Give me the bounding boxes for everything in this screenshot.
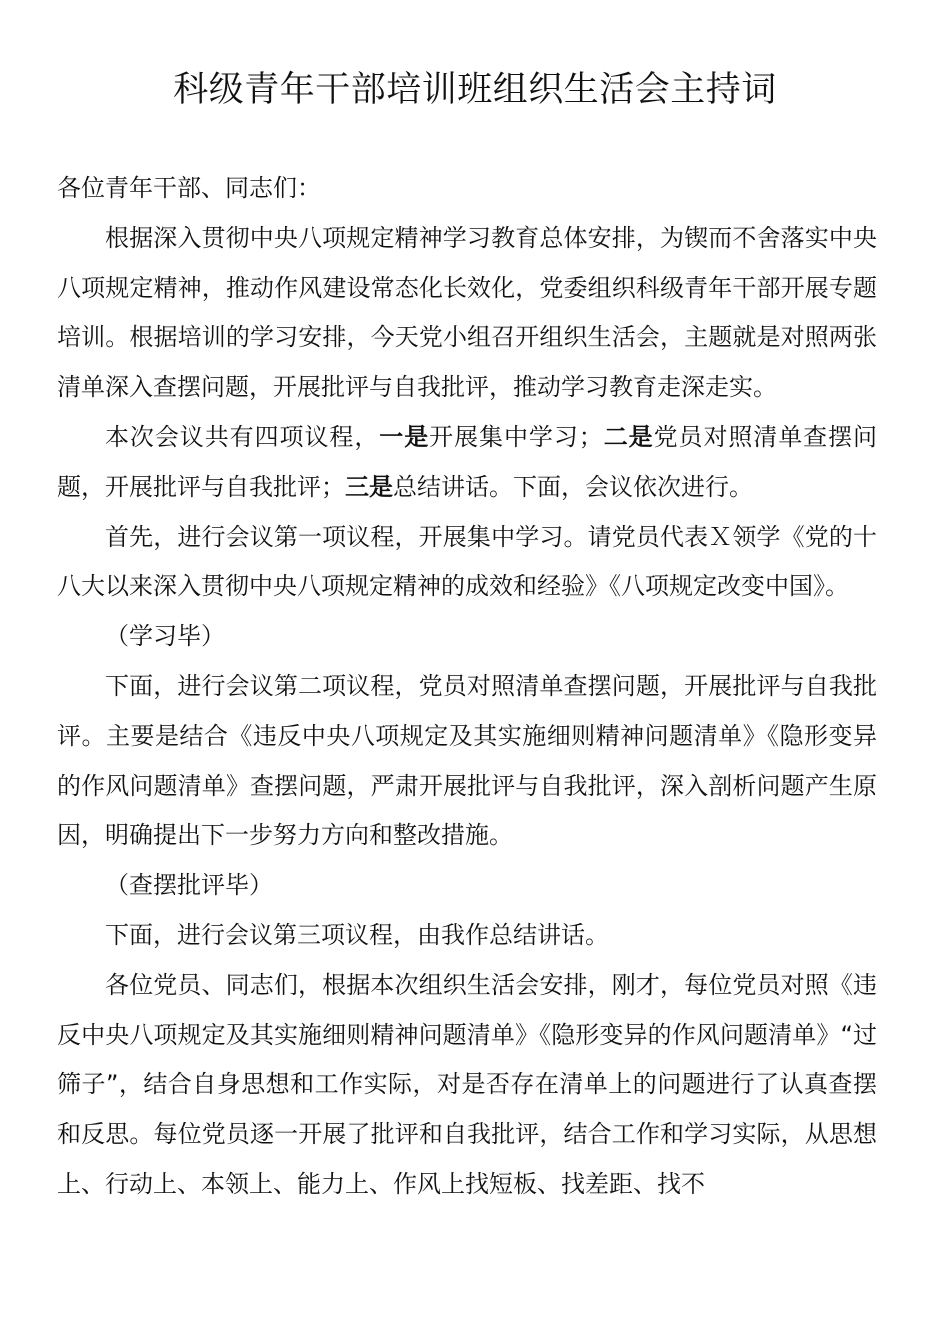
agenda-item-3-marker: 三是 — [345, 472, 393, 501]
note-review-done: （查摆批评毕） — [105, 871, 273, 900]
paragraph-intro: 根据深入贯彻中央八项规定精神学习教育总体安排，为锲而不舍落实中央八项规定精神，推动作风建设常态化长效化，党委组织科级青年干部开展专题培训。根据培训的学习安排，今天党小组召开组织生活会，主题就是对照两张清单深入查摆问题，开展批评与自我批评，推动学习教育走深走实。 — [57, 223, 877, 402]
paragraph-agenda-three: 下面，进行会议第三项议程，由我作总结讲话。 — [105, 920, 609, 949]
paragraph-agenda — [57, 413, 877, 513]
agenda-item-2-text: 党员对照清单查摆问题，开展批评与自我批评； — [57, 422, 878, 501]
agenda-item-1-text: 开展集中学习； — [429, 422, 603, 451]
paragraph-summary: 各位党员、同志们，根据本次组织生活会安排，刚才，每位党员对照《违反中央八项规定及其实施细则精神问题清单》《隐形变异的作风问题清单》“过筛子”，结合自身思想和工作实际，对是否存在清单上的问题进行了认真查摆和反思。每位党员逐一开展了批评和自我批评，结合工作和学习实际，从思想上、行动上、本领上、能力上、作风上找短板、找差距、找不 — [57, 970, 877, 1198]
agenda-item-2-marker: 二是 — [602, 422, 654, 451]
agenda-item-1-marker: 一是 — [379, 422, 430, 451]
document-body — [57, 164, 877, 1210]
salutation: 各位青年干部、同志们： — [57, 174, 321, 202]
agenda-lead: 本次会议共有四项议程， — [105, 422, 380, 451]
note-study-done: （学习毕） — [105, 622, 225, 651]
paragraph-agenda-two: 下面，进行会议第二项议程，党员对照清单查摆问题，开展批评与自我批评。主要是结合《违反中央八项规定及其实施细则精神问题清单》《隐形变异的作风问题清单》查摆问题，严肃开展批评与自我批评，深入剖析问题产生原因，明确提出下一步努力方向和整改措施。 — [57, 671, 877, 850]
agenda-item-3-text: 总结讲话。下面，会议依次进行。 — [393, 472, 753, 501]
paragraph-agenda-one: 首先，进行会议第一项议程，开展集中学习。请党员代表Ｘ领学《党的十八大以来深入贯彻中央八项规定精神的成效和经验》《八项规定改变中国》。 — [57, 522, 877, 601]
document-title: 科级青年干部培训班组织生活会主持词 — [173, 70, 777, 110]
